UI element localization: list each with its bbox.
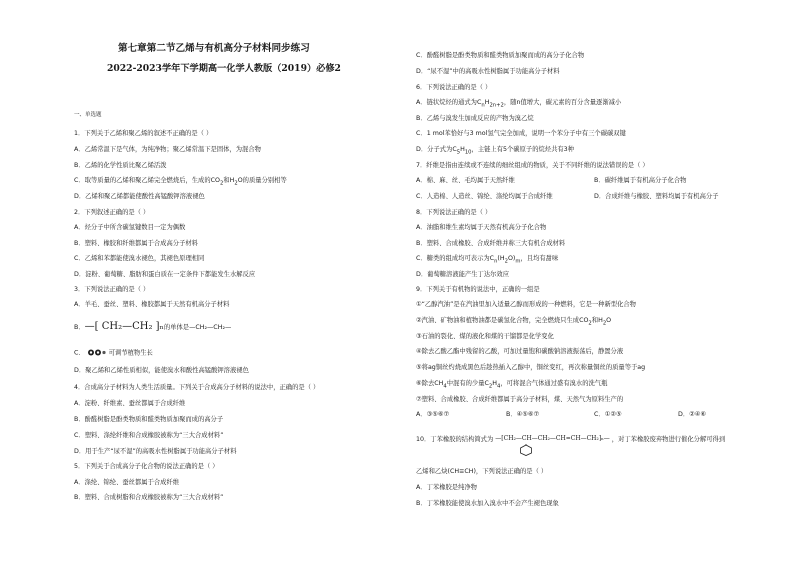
q9-statement-4: ④除去乙酸乙酯中残留的乙酸，可加过量饱和碳酸钠溶液振荡后，静置分液 <box>416 348 624 355</box>
q8-option-b: B．塑料、合成橡胶、合成纤维并称三大有机合成材料 <box>416 240 566 247</box>
q9-statement-3: ③石油的裂化、煤的液化和煤的干馏都是化学变化 <box>416 333 554 340</box>
q9-statement-2: ②汽油、矿物油和植物油都是碳氢化合物，完全燃烧只生成$CO_2$和$H_2O$ <box>416 317 612 327</box>
q9-statement-6: ⑥除去$CH_4$中混有的少量$C_2H_4$，可将混合气体通过盛有溴水的洗气瓶 <box>416 380 608 390</box>
q9-statement-7: ⑦塑料、合成橡胶、合成纤维都属于高分子材料，煤、天然气为原料生产的 <box>416 396 624 403</box>
q10-option-b: B．丁苯橡胶能使溴水加入溴水中不会产生褪色现象 <box>416 500 559 507</box>
q7-option-b: B．碳纤维属于有机高分子化合物 <box>594 177 687 184</box>
q5-option-c: C．酚醛树脂是酚类物质和醛类物质加聚而成的高分子化合物 <box>416 52 585 59</box>
molecule-structure-icon <box>87 348 107 357</box>
q7-option-a: A．棉、麻、丝、毛均属于天然纤维 <box>416 177 515 184</box>
q9-option-b: B．④⑤⑥⑦ <box>506 411 540 418</box>
q8-option-d: D．葡萄糖溶液能产生丁达尔效应 <box>416 271 510 278</box>
q5-option-a: A．涤纶、锦纶、蚕丝都属于合成纤维 <box>74 479 180 486</box>
benzene-ring-icon <box>519 444 533 456</box>
q3-option-b: B．—[ CH₂—CH₂ ]ₙ的单体是—CH₂—CH₂— <box>74 321 232 332</box>
question-8: 8．下列说法正确的是（ ） <box>416 209 492 216</box>
question-7: 7．纤维是指由连续或不连续的细丝组成的物质，关于不同纤维的说法错误的是（ ） <box>416 162 649 169</box>
q6-option-b: B．乙烯与溴发生加成反应的产物为溴乙烷 <box>416 115 534 122</box>
q3-option-d: D．聚乙烯和乙烯性质相似，能使溴水和酸性高锰酸钾溶液褪色 <box>74 367 249 374</box>
question-3: 3．下列说法正确的是（ ） <box>74 286 150 293</box>
q4-option-c: C．塑料、涤纶纤维和合成橡胶被称为“三大合成材料” <box>74 432 224 439</box>
question-6: 6．下列说法正确的是（ ） <box>416 84 492 91</box>
styrene-butadiene-structure <box>495 436 609 442</box>
q8-option-c: C．糖类的组成均可表示为$C_n(H_2O)_m$，且均有甜味 <box>416 255 559 265</box>
q5-option-b: B．塑料、合成树脂和合成橡胶被称为“三大合成材料” <box>74 494 224 501</box>
question-2: 2．下列叙述正确的是（ ） <box>74 209 150 216</box>
page-subtitle: 2022-2023学年下学期高一化学人教版（2019）必修2 <box>107 63 341 74</box>
q1-option-c: C．取等质量的乙烯和聚乙烯完全燃烧后，生成的$CO_2$和$H_2O$的质量分别相等 <box>74 177 287 187</box>
q9-statement-1: ①“乙醇汽油”是在汽油里加入适量乙醇而形成的一种燃料，它是一种新型化合物 <box>416 301 636 308</box>
q2-option-c: C．乙烯和苯都能使溴水褪色，其褪色原理相同 <box>74 255 205 262</box>
q1-option-d: D．乙烯和聚乙烯都能使酸性高锰酸钾溶液褪色 <box>74 193 205 200</box>
q4-option-a: A．淀粉、纤维素、蚕丝都属于合成纤维 <box>74 400 186 407</box>
question-5: 5．下列关于合成高分子化合物的说法正确的是（ ） <box>74 463 219 470</box>
q1-option-b: B．乙烯的化学性质比聚乙烯活泼 <box>74 162 167 169</box>
q1-option-a: A．乙烯常温下是气体，为纯净物；聚乙烯常温下是固体，为混合物 <box>74 146 261 153</box>
q9-statement-5: ⑤将ag铜丝灼烧成黑色后趁热插入乙醇中，铜丝变红，再次称量铜丝的质量等于ag <box>416 364 646 371</box>
q4-option-d: D．用于生产“尿不湿”的高吸水性树脂属于功能高分子材料 <box>74 448 237 455</box>
question-10: 10．丁苯橡胶的结构简式为 —[CH₂—CH—CH₂—CH=CH—CH₂]ₙ— ，对丁苯橡胶废弃物进行催化分解可得到 <box>416 436 725 443</box>
page-title: 第七章第二节乙烯与有机高分子材料同步练习 <box>118 43 310 54</box>
section-label: 一、单选题 <box>74 112 102 118</box>
polyethylene-formula: —[ CH₂—CH₂ ]ₙ <box>84 321 164 332</box>
q4-option-b: B．酚醛树脂是酚类物质和醛类物质加聚而成的高分子 <box>74 416 224 423</box>
q3-option-a: A．羊毛、蚕丝、塑料、橡胶都属于天然有机高分子材料 <box>74 301 230 308</box>
q8-option-a: A．油脂和维生素均属于天然有机高分子化合物 <box>416 224 547 231</box>
q6-option-c: C．1 mol苯恰好与3 mol氢气完全加成，说明一个苯分子中有三个碳碳双键 <box>416 130 626 137</box>
question-10-continued: 乙烯和乙炔(CH≡CH)，下列说法正确的是（ ） <box>416 468 548 475</box>
q6-option-d: D．分子式为$C_5H_{10}$，主链上有5个碳原子的烷烃共有3种 <box>416 146 574 156</box>
q2-option-a: A．烃分子中所含碳氢键数目一定为偶数 <box>74 224 186 231</box>
q10-formula-text: —[CH₂—CH—CH₂—CH=CH—CH₂]ₙ— <box>495 435 610 442</box>
q9-option-a: A．③⑤⑥⑦ <box>416 411 450 418</box>
q3-option-c: C． 可调节植物生长 <box>74 349 153 357</box>
q7-option-d: D．合成纤维与橡胶、塑料均属于有机高分子 <box>594 193 719 200</box>
question-1: 1．下列关于乙烯和聚乙烯的叙述不正确的是（ ） <box>74 130 213 137</box>
q6-option-a: A．链状烷烃的通式为$C_nH_{2n+2}$，随n值增大，碳元素的百分含量逐渐减小 <box>416 99 622 109</box>
q2-option-d: D．淀粉、葡萄糖、脂肪和蛋白质在一定条件下都能发生水解反应 <box>74 271 256 278</box>
question-4: 4．合成高分子材料为人类生活质量。下列关于合成高分子材料的说法中，正确的是（ ） <box>74 384 320 391</box>
question-9: 9．下列关于有机物的说法中，正确的一组是 <box>416 286 540 293</box>
q5-option-d: D．“尿不湿”中的高吸水性树脂属于功能高分子材料 <box>416 68 560 75</box>
q2-option-b: B．塑料、橡胶和纤维都属于合成高分子材料 <box>74 240 198 247</box>
q9-options-row <box>416 412 786 420</box>
q7-option-c: C．人造棉、人造丝、锦纶、涤纶均属于合成纤维 <box>416 193 553 200</box>
q9-option-d: D．②④⑥ <box>678 411 707 418</box>
q10-option-a: A．丁苯橡胶是纯净物 <box>416 484 477 491</box>
q9-option-c: C．①②⑤ <box>594 411 622 418</box>
